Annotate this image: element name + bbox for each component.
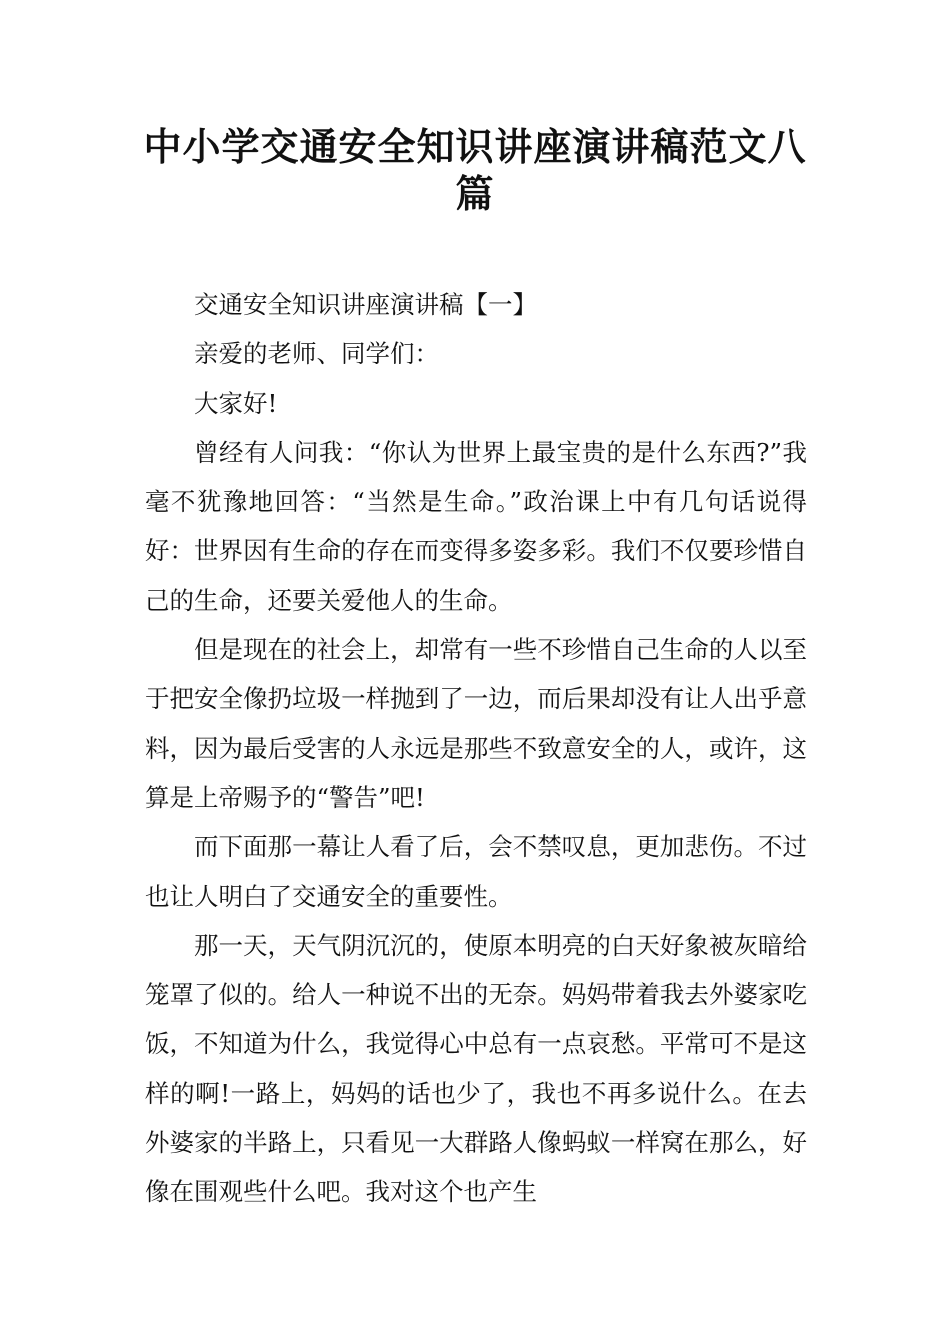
greeting: 大家好! [194,388,278,418]
document-body [145,280,807,1217]
salutation: 亲爱的老师、同学们： [194,339,439,369]
body-paragraph: 那一天，天气阴沉沉的，使原本明亮的白天好象被灰暗给笼罩了似的。给人一种说不出的无奈。妈妈带着我去外婆家吃饭，不知道为什么，我觉得心中总有一点哀愁。平常可不是这样的啊!一路上，妈妈的话也少了，我也不再多说什么。在去外婆家的半路上，只看见一大群路人像蚂蚁一样窝在那么，好像在围观些什么吧。我对这个也产生 [145,930,807,1207]
section-heading: 交通安全知识讲座演讲稿【一】 [194,290,537,319]
document-title: 中小学交通安全知识讲座演讲稿范文八篇 [143,125,807,216]
body-paragraph: 但是现在的社会上，却常有一些不珍惜自己生命的人以至于把安全像扔垃圾一样抛到了一边，而后果却没有让人出乎意料，因为最后受害的人永远是那些不致意安全的人，或许，这算是上帝赐予的“警告”吧! [145,635,807,812]
body-paragraph: 曾经有人问我：“你认为世界上最宝贵的是什么东西?”我毫不犹豫地回答：“当然是生命。”政治课上中有几句话说得好：世界因有生命的存在而变得多姿多彩。我们不仅要珍惜自己的生命，还要关爱他人的生命。 [145,437,807,615]
body-paragraph: 而下面那一幕让人看了后，会不禁叹息，更加悲伤。不过也让人明白了交通安全的重要性。 [145,832,807,911]
